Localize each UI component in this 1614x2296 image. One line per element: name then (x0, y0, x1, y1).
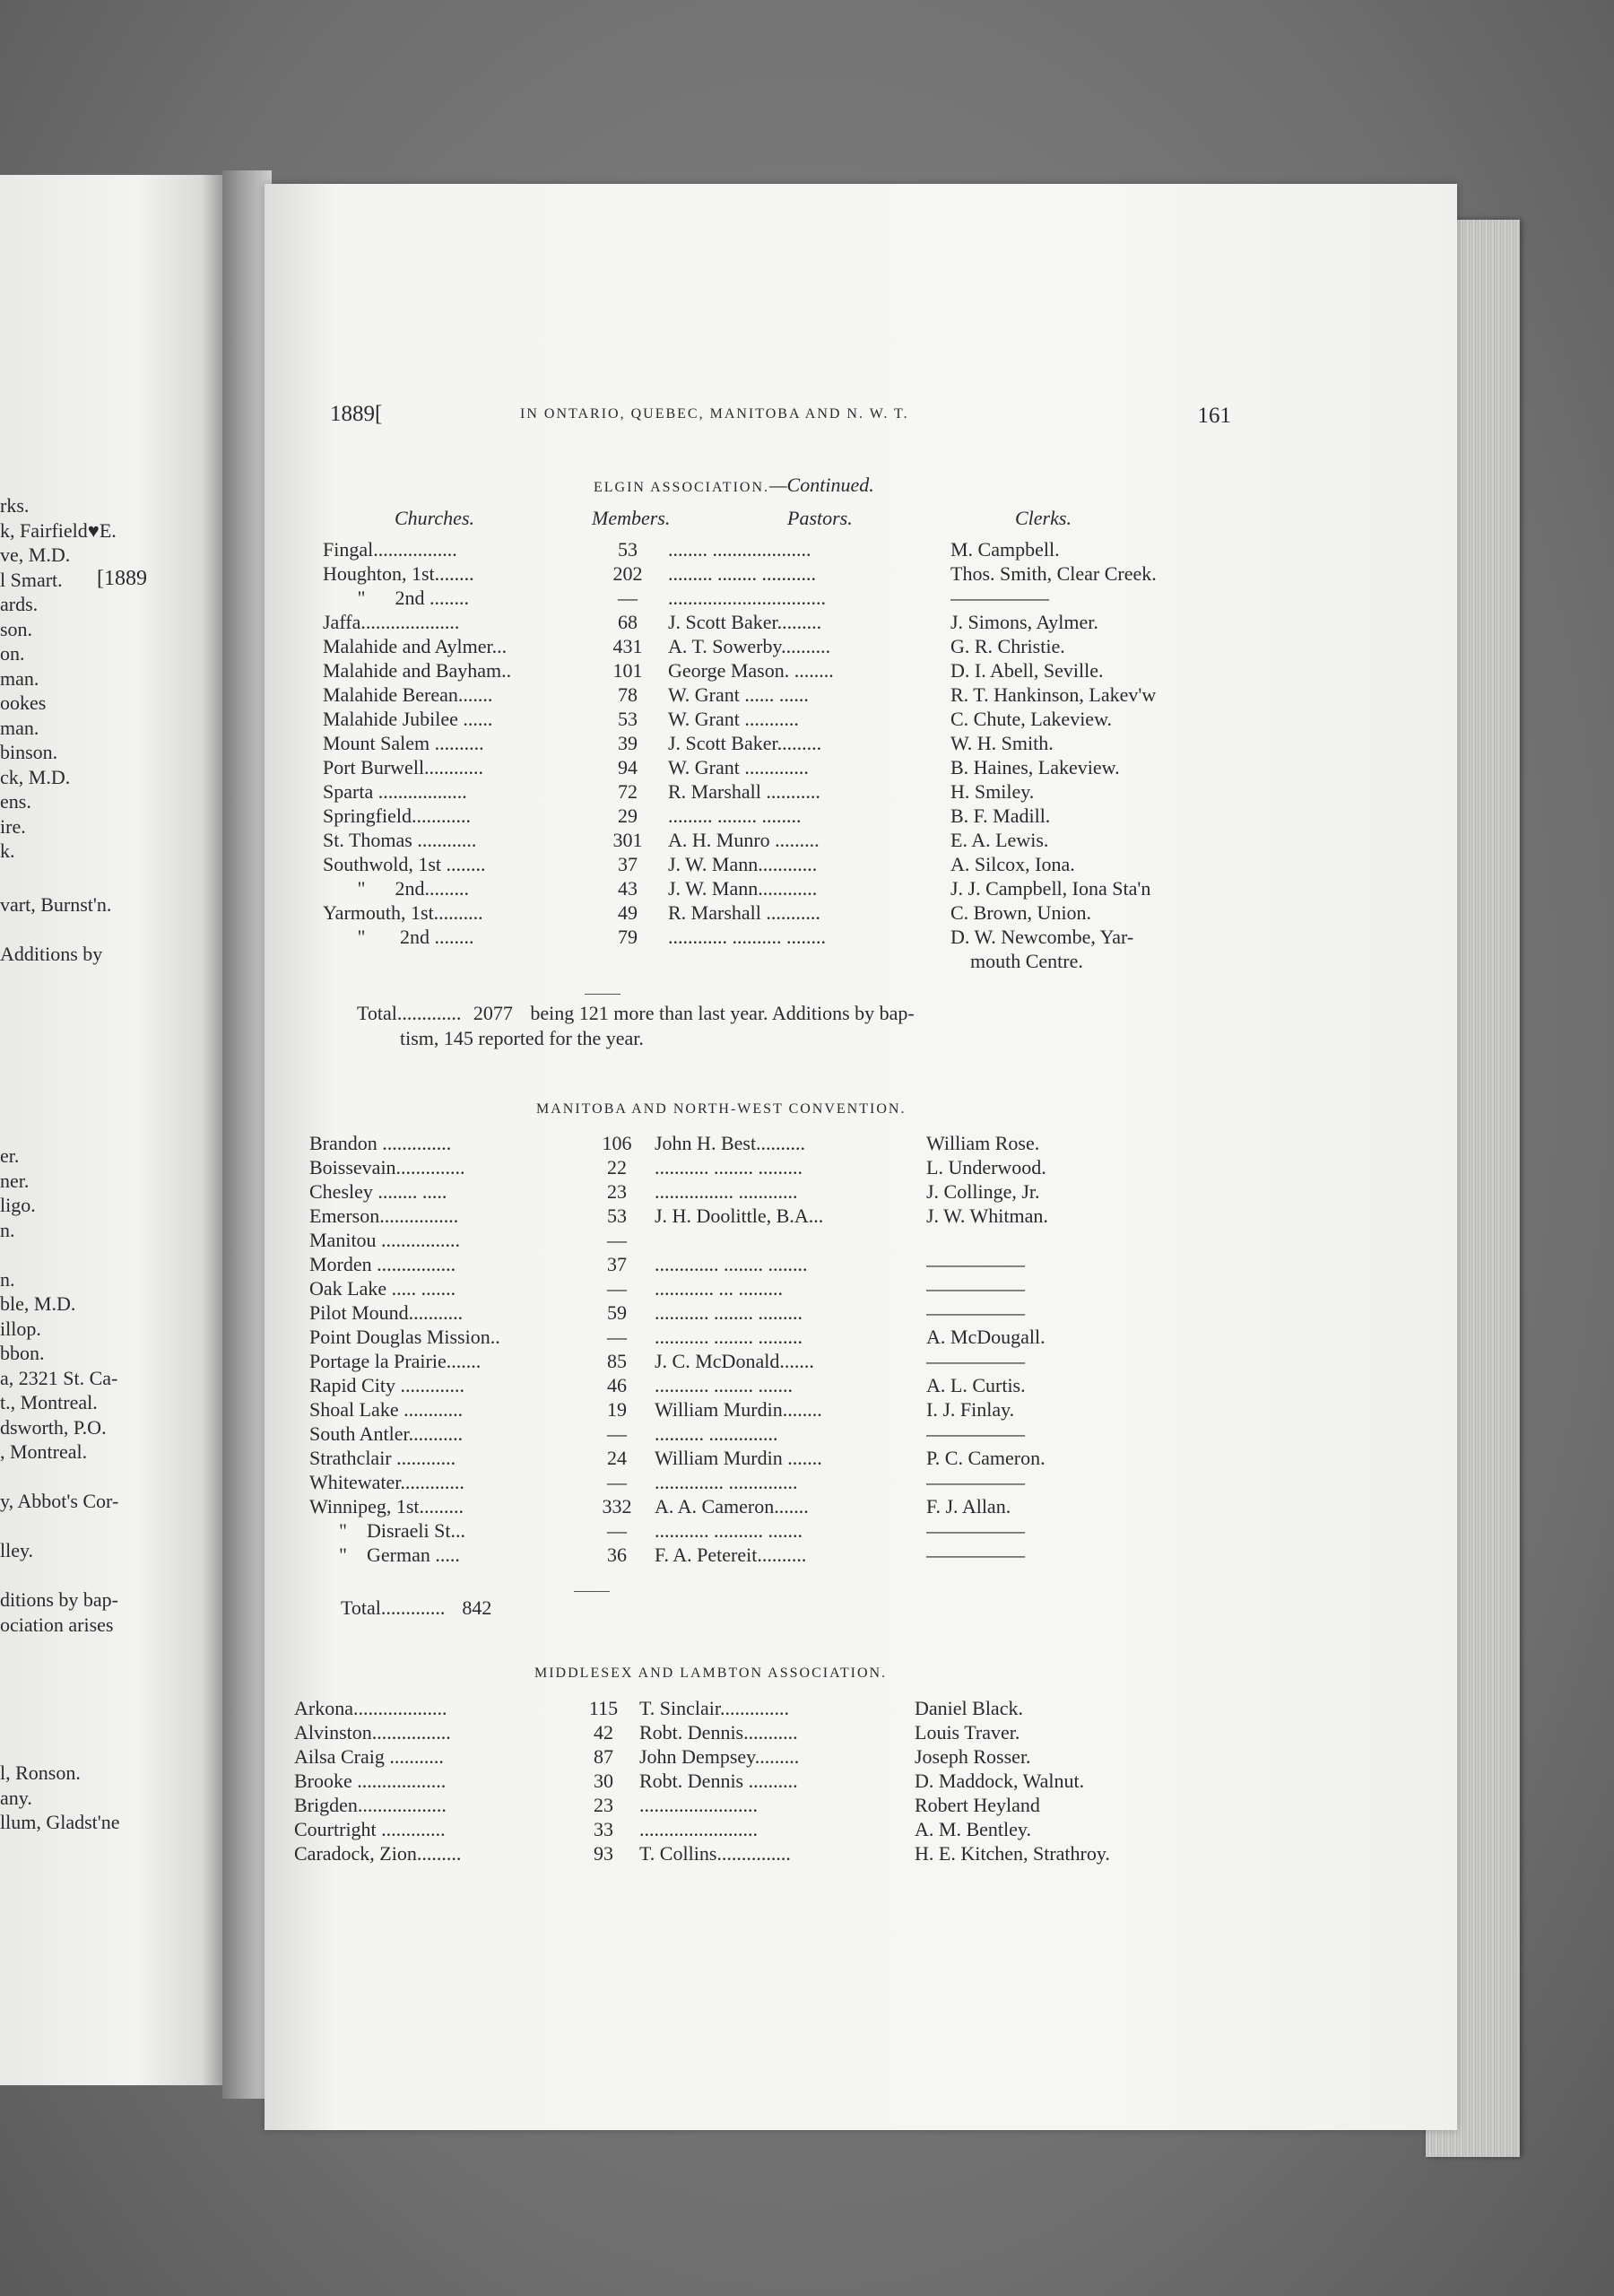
left-fragment-line (0, 918, 224, 943)
church-cell: " Disraeli St... (309, 1519, 465, 1542)
left-fragment-line: ligo. (0, 1194, 36, 1216)
table-row (294, 1818, 1236, 1842)
pastor-cell: ................ ............ (655, 1180, 798, 1203)
church-cell: Fingal................. (323, 538, 457, 561)
table-row (323, 708, 1246, 732)
church-cell: Portage la Prairie....... (309, 1350, 482, 1372)
left-fragment-line (0, 1563, 224, 1588)
pastor-cell: John H. Best.......... (655, 1132, 806, 1154)
table-row (294, 1697, 1236, 1721)
members-cell: 39 (618, 732, 638, 754)
church-cell: South Antler........... (309, 1422, 464, 1445)
total-value: 842 (462, 1596, 492, 1619)
members-cell: 49 (618, 901, 638, 924)
left-fragment-line: binson. (0, 741, 58, 763)
clerk-cell: D. I. Abell, Seville. (950, 659, 1104, 682)
clerk-cell: E. A. Lewis. (950, 829, 1049, 851)
pastor-cell: .......... .............. (655, 1422, 778, 1445)
total-label: Total............. (357, 1002, 462, 1024)
pastor-cell: R. Marshall ........... (668, 780, 820, 803)
pastor-cell: ................................ (668, 587, 826, 609)
table-row (323, 877, 1246, 901)
table-row (294, 1770, 1236, 1794)
pastor-cell: J. C. McDonald....... (655, 1350, 814, 1372)
pastor-cell: R. Marshall ........... (668, 901, 820, 924)
table-row (309, 1229, 1233, 1253)
table-row (323, 804, 1246, 829)
left-page-fragment-block (0, 1144, 224, 1637)
table-row (309, 1205, 1233, 1229)
table-row (323, 950, 1246, 974)
pastor-cell: A. H. Munro ......... (668, 829, 820, 851)
table-row (323, 853, 1246, 877)
church-cell: Rapid City ............. (309, 1374, 464, 1396)
church-cell: Emerson................ (309, 1205, 459, 1227)
members-cell: 36 (607, 1544, 627, 1566)
clerk-cell: William Rose. (926, 1132, 1040, 1154)
clerk-cell: mouth Centre. (950, 950, 1083, 972)
members-cell: 53 (618, 538, 638, 561)
church-cell: Oak Lake ..... ....... (309, 1277, 456, 1300)
members-cell: 78 (618, 683, 638, 706)
table-row (323, 901, 1246, 926)
table-row (323, 926, 1246, 950)
pastor-cell: ........... ........ ......... (655, 1326, 803, 1348)
table-row (323, 732, 1246, 756)
pastor-cell: .............. .............. (655, 1471, 798, 1493)
members-cell: 24 (607, 1447, 627, 1469)
church-cell: Arkona................... (294, 1697, 447, 1719)
pastor-cell: W. Grant ........... (668, 708, 799, 730)
clerk-cell: J. W. Whitman. (926, 1205, 1048, 1227)
pastor-cell: A. A. Cameron....... (655, 1495, 809, 1518)
members-cell: 72 (618, 780, 638, 803)
left-fragment-line: vart, Burnst'n. (0, 893, 112, 916)
table-row (323, 659, 1246, 683)
pastor-cell: ........... ........ ....... (655, 1374, 793, 1396)
members-cell: 23 (594, 1794, 613, 1816)
church-cell: Houghton, 1st........ (323, 562, 474, 585)
pastor-cell: J. Scott Baker......... (668, 732, 822, 754)
table-row (294, 1842, 1236, 1866)
pastor-cell: ........................ (639, 1794, 758, 1816)
left-fragment-line (0, 1514, 224, 1539)
table-row (309, 1180, 1233, 1205)
col-header-pastors: Pastors. (787, 507, 853, 529)
clerk-cell: A. Silcox, Iona. (950, 853, 1075, 875)
members-cell: 33 (594, 1818, 613, 1840)
members-cell: 37 (607, 1253, 627, 1275)
pastor-cell: J. H. Doolittle, B.A... (655, 1205, 824, 1227)
sum-rule (585, 994, 620, 995)
table-row (309, 1519, 1233, 1544)
members-cell: 115 (588, 1697, 619, 1719)
left-fragment-line: ociation arises (0, 1613, 114, 1636)
table-row (309, 1495, 1233, 1519)
clerk-cell: Thos. Smith, Clear Creek. (950, 562, 1157, 585)
left-page (0, 175, 224, 2085)
sum-rule (574, 1591, 610, 1592)
members-cell: 53 (607, 1205, 627, 1227)
pastor-cell: T. Collins............... (639, 1842, 791, 1865)
manitoba-table (309, 1132, 1233, 1568)
elgin-total-line (357, 1002, 915, 1025)
clerk-cell: M. Campbell. (950, 538, 1060, 561)
clerk-cell: Louis Traver. (915, 1721, 1020, 1744)
clerk-cell: ————— (926, 1277, 1025, 1300)
members-cell: 23 (607, 1180, 627, 1203)
pastor-cell: ............. ........ ........ (655, 1253, 808, 1275)
table-row (294, 1794, 1236, 1818)
church-cell: Malahide and Aylmer... (323, 635, 508, 657)
church-cell: Yarmouth, 1st.......... (323, 901, 483, 924)
section-title-text: ELGIN ASSOCIATION. (594, 480, 769, 495)
table-row (323, 683, 1246, 708)
clerk-cell: B. F. Madill. (950, 804, 1051, 827)
table-row (294, 1721, 1236, 1745)
pastor-cell: ........................ (639, 1818, 758, 1840)
clerk-cell: D. Maddock, Walnut. (915, 1770, 1085, 1792)
church-cell: Sparta .................. (323, 780, 467, 803)
section-title-suffix: —Continued. (769, 474, 874, 496)
members-cell: 30 (594, 1770, 613, 1792)
members-cell: 79 (618, 926, 638, 948)
table-row (323, 587, 1246, 611)
pastor-cell: Robt. Dennis........... (639, 1721, 798, 1744)
members-cell: — (618, 587, 638, 609)
church-cell: Courtright ............. (294, 1818, 446, 1840)
left-fragment-line: ve, M.D. (0, 544, 71, 566)
table-row (323, 635, 1246, 659)
left-fragment-line: n. (0, 1218, 15, 1241)
church-cell: Brooke .................. (294, 1770, 447, 1792)
left-fragment-line: ble, M.D. (0, 1292, 76, 1315)
left-fragment-line: llum, Gladst'ne (0, 1811, 120, 1833)
clerk-cell: Robert Heyland (915, 1794, 1040, 1816)
church-cell: Point Douglas Mission.. (309, 1326, 500, 1348)
church-cell: Malahide Berean....... (323, 683, 493, 706)
table-row (323, 756, 1246, 780)
left-fragment-line: ire. (0, 814, 26, 838)
church-cell: Southwold, 1st ........ (323, 853, 486, 875)
church-cell: Malahide and Bayham.. (323, 659, 512, 682)
pastor-cell: W. Grant ............. (668, 756, 809, 778)
left-fragment-line: ookes (0, 691, 47, 714)
left-fragment-line: ens. (0, 790, 31, 813)
table-row (309, 1374, 1233, 1398)
left-fragment-line: dsworth, P.O. (0, 1415, 107, 1439)
church-cell: Springfield............ (323, 804, 471, 827)
church-cell: Jaffa.................... (323, 611, 460, 633)
pastor-cell: Robt. Dennis .......... (639, 1770, 798, 1792)
clerk-cell: ————— (950, 587, 1049, 609)
table-row (309, 1301, 1233, 1326)
members-cell: 202 (612, 562, 643, 585)
members-cell: 53 (618, 708, 638, 730)
clerk-cell: R. T. Hankinson, Lakev'w (950, 683, 1157, 706)
clerk-cell: J. J. Campbell, Iona Sta'n (950, 877, 1151, 900)
left-fragment-line: on. (0, 642, 25, 665)
members-cell: 94 (618, 756, 638, 778)
members-cell: — (607, 1326, 627, 1348)
clerk-cell: L. Underwood. (926, 1156, 1046, 1178)
church-cell: Caradock, Zion......... (294, 1842, 462, 1865)
pastor-cell: ............ .......... ........ (668, 926, 826, 948)
pastor-cell: ........... ........ ......... (655, 1301, 803, 1324)
middlesex-table (294, 1697, 1236, 1866)
col-header-members: Members. (592, 507, 671, 529)
left-fragment-line: ner. (0, 1169, 30, 1192)
members-cell: — (607, 1471, 627, 1493)
clerk-cell: H. E. Kitchen, Strathroy. (915, 1842, 1110, 1865)
clerk-cell: ————— (926, 1350, 1025, 1372)
clerk-cell: G. R. Christie. (950, 635, 1065, 657)
members-cell: 46 (607, 1374, 627, 1396)
left-fragment-line: ck, M.D. (0, 765, 71, 788)
members-cell: 101 (612, 659, 643, 682)
left-fragment-line: Additions by (0, 943, 103, 965)
church-cell: Malahide Jubilee ...... (323, 708, 493, 730)
church-cell: Strathclair ............ (309, 1447, 456, 1469)
total-note: being 121 more than last year. Additions by bap- (530, 1002, 915, 1024)
clerk-cell: C. Chute, Lakeview. (950, 708, 1113, 730)
left-fragment-line: a, 2321 St. Ca- (0, 1366, 118, 1389)
total-label: Total............. (341, 1596, 446, 1619)
church-cell: Alvinston................ (294, 1721, 451, 1744)
clerk-cell: Daniel Black. (915, 1697, 1023, 1719)
pastor-cell: John Dempsey......... (639, 1745, 800, 1768)
left-page-fragment-block (0, 493, 224, 864)
members-cell: 301 (612, 829, 643, 851)
clerk-cell: ————— (926, 1422, 1025, 1445)
col-header-clerks: Clerks. (1015, 507, 1072, 529)
church-cell: Brandon .............. (309, 1132, 452, 1154)
table-row (309, 1326, 1233, 1350)
table-row (309, 1156, 1233, 1180)
pastor-cell: ........ .................... (668, 538, 811, 561)
members-cell: 43 (618, 877, 638, 900)
table-row (309, 1253, 1233, 1277)
pastor-cell: J. W. Mann............ (668, 853, 818, 875)
church-cell: Brigden.................. (294, 1794, 447, 1816)
left-fragment-line: son. (0, 617, 33, 640)
pastor-cell: ......... ........ ........ (668, 804, 802, 827)
church-cell: Whitewater............. (309, 1471, 464, 1493)
clerk-cell: ————— (926, 1301, 1025, 1324)
pastor-cell: ........... .......... ....... (655, 1519, 803, 1542)
pastor-cell: ........... ........ ......... (655, 1156, 803, 1178)
church-cell: Mount Salem .......... (323, 732, 484, 754)
members-cell: — (607, 1277, 627, 1300)
members-cell: 106 (602, 1132, 632, 1154)
church-cell: Shoal Lake ............ (309, 1398, 464, 1421)
section-title-elgin (594, 474, 874, 497)
clerk-cell: D. W. Newcombe, Yar- (950, 926, 1134, 948)
page-number: 161 (1197, 404, 1231, 428)
clerk-cell: J. Simons, Aylmer. (950, 611, 1098, 633)
pastor-cell: J. W. Mann............ (668, 877, 818, 900)
clerk-cell: ————— (926, 1544, 1025, 1566)
members-cell: 37 (618, 853, 638, 875)
church-cell: St. Thomas ............ (323, 829, 477, 851)
left-page-fragment-block (0, 1761, 224, 1835)
left-fragment-line: man. (0, 716, 39, 739)
members-cell: 68 (618, 611, 638, 633)
left-fragment-line: k, Fairfield♥E. (0, 518, 117, 542)
church-cell: Pilot Mound........... (309, 1301, 464, 1324)
manitoba-total-line (341, 1596, 504, 1620)
members-cell: 42 (594, 1721, 613, 1744)
clerk-cell: ————— (926, 1253, 1025, 1275)
members-cell: 85 (607, 1350, 627, 1372)
left-fragment-line: er. (0, 1144, 20, 1167)
table-row (323, 538, 1246, 562)
table-row (309, 1422, 1233, 1447)
left-fragment-line: n. (0, 1267, 15, 1291)
church-cell: Ailsa Craig ........... (294, 1745, 444, 1768)
header-year: 1889[ (330, 402, 383, 426)
table-row (309, 1350, 1233, 1374)
left-page-header: [1889 (97, 567, 147, 590)
members-cell: 59 (607, 1301, 627, 1324)
left-fragment-line: , Montreal. (0, 1440, 88, 1463)
table-row (323, 780, 1246, 804)
pastor-cell: F. A. Petereit.......... (655, 1544, 807, 1566)
left-fragment-line: t., Montreal. (0, 1391, 98, 1413)
members-cell: 87 (594, 1745, 613, 1768)
left-fragment-line: bbon. (0, 1342, 45, 1364)
church-cell: Boissevain.............. (309, 1156, 465, 1178)
clerk-cell: ————— (926, 1471, 1025, 1493)
left-fragment-line: rks. (0, 494, 30, 517)
members-cell: 332 (602, 1495, 632, 1518)
left-fragment-line: l, Ronson. (0, 1761, 81, 1784)
col-header-churches: Churches. (395, 507, 475, 529)
section-title-middlesex: MIDDLESEX AND LAMBTON ASSOCIATION. (534, 1665, 888, 1681)
clerk-cell: Joseph Rosser. (915, 1745, 1031, 1768)
clerk-cell: I. J. Finlay. (926, 1398, 1015, 1421)
clerk-cell: W. H. Smith. (950, 732, 1054, 754)
table-row (309, 1277, 1233, 1301)
column-headers (323, 507, 1219, 534)
church-cell: Morden ................ (309, 1253, 456, 1275)
left-fragment-line: ards. (0, 593, 39, 615)
pastor-cell: George Mason. ........ (668, 659, 834, 682)
church-cell: " 2nd ........ (323, 587, 469, 609)
church-cell: Port Burwell............ (323, 756, 484, 778)
members-cell: — (607, 1422, 627, 1445)
clerk-cell: J. Collinge, Jr. (926, 1180, 1040, 1203)
left-fragment-line (0, 1465, 224, 1490)
pastor-cell: ............ ... ......... (655, 1277, 783, 1300)
table-row (309, 1447, 1233, 1471)
elgin-table (323, 538, 1246, 974)
clerk-cell: C. Brown, Union. (950, 901, 1092, 924)
clerk-cell: F. J. Allan. (926, 1495, 1011, 1518)
left-fragment-line: lley. (0, 1539, 34, 1561)
total-value: 2077 (473, 1002, 513, 1024)
clerk-cell: A. McDougall. (926, 1326, 1046, 1348)
members-cell: 29 (618, 804, 638, 827)
left-fragment-line: l Smart. (0, 568, 63, 591)
left-fragment-line (0, 1242, 224, 1267)
left-page-fragment-block (0, 892, 224, 967)
table-row (309, 1471, 1233, 1495)
left-fragment-line: man. (0, 666, 39, 690)
table-row (309, 1544, 1233, 1568)
pastor-cell: William Murdin ....... (655, 1447, 822, 1469)
members-cell: — (607, 1229, 627, 1251)
clerk-cell: P. C. Cameron. (926, 1447, 1046, 1469)
table-row (323, 562, 1246, 587)
members-cell: 19 (607, 1398, 627, 1421)
table-row (294, 1745, 1236, 1770)
church-cell: Chesley ........ ..... (309, 1180, 447, 1203)
elgin-total-line-2: tism, 145 reported for the year. (400, 1027, 644, 1049)
church-cell: Manitou ................ (309, 1229, 461, 1251)
left-fragment-line: ditions by bap- (0, 1588, 118, 1611)
section-title-manitoba: MANITOBA AND NORTH-WEST CONVENTION. (536, 1101, 907, 1117)
clerk-cell: ————— (926, 1519, 1025, 1542)
table-row (323, 611, 1246, 635)
members-cell: 93 (594, 1842, 613, 1865)
left-fragment-line: k. (0, 839, 15, 862)
church-cell: " 2nd......... (323, 877, 469, 900)
church-cell: Winnipeg, 1st......... (309, 1495, 464, 1518)
table-row (323, 829, 1246, 853)
left-fragment-line: y, Abbot's Cor- (0, 1490, 119, 1512)
clerk-cell: A. L. Curtis. (926, 1374, 1026, 1396)
table-row (309, 1398, 1233, 1422)
pastor-cell: A. T. Sowerby.......... (668, 635, 831, 657)
church-cell: " 2nd ........ (323, 926, 474, 948)
clerk-cell: A. M. Bentley. (915, 1818, 1031, 1840)
members-cell: 22 (607, 1156, 627, 1178)
pastor-cell: William Murdin........ (655, 1398, 822, 1421)
clerk-cell: H. Smiley. (950, 780, 1035, 803)
clerk-cell: B. Haines, Lakeview. (950, 756, 1120, 778)
church-cell: " German ..... (309, 1544, 460, 1566)
table-row (309, 1132, 1233, 1156)
pastor-cell: ......... ........ ........... (668, 562, 816, 585)
left-fragment-line: any. (0, 1786, 32, 1809)
left-fragment-line: illop. (0, 1317, 41, 1340)
members-cell: 431 (612, 635, 643, 657)
pastor-cell: J. Scott Baker......... (668, 611, 822, 633)
header-title: IN ONTARIO, QUEBEC, MANITOBA AND N. W. T. (520, 406, 909, 422)
pastor-cell: W. Grant ...... ...... (668, 683, 809, 706)
pastor-cell: T. Sinclair.............. (639, 1697, 790, 1719)
members-cell: — (607, 1519, 627, 1542)
